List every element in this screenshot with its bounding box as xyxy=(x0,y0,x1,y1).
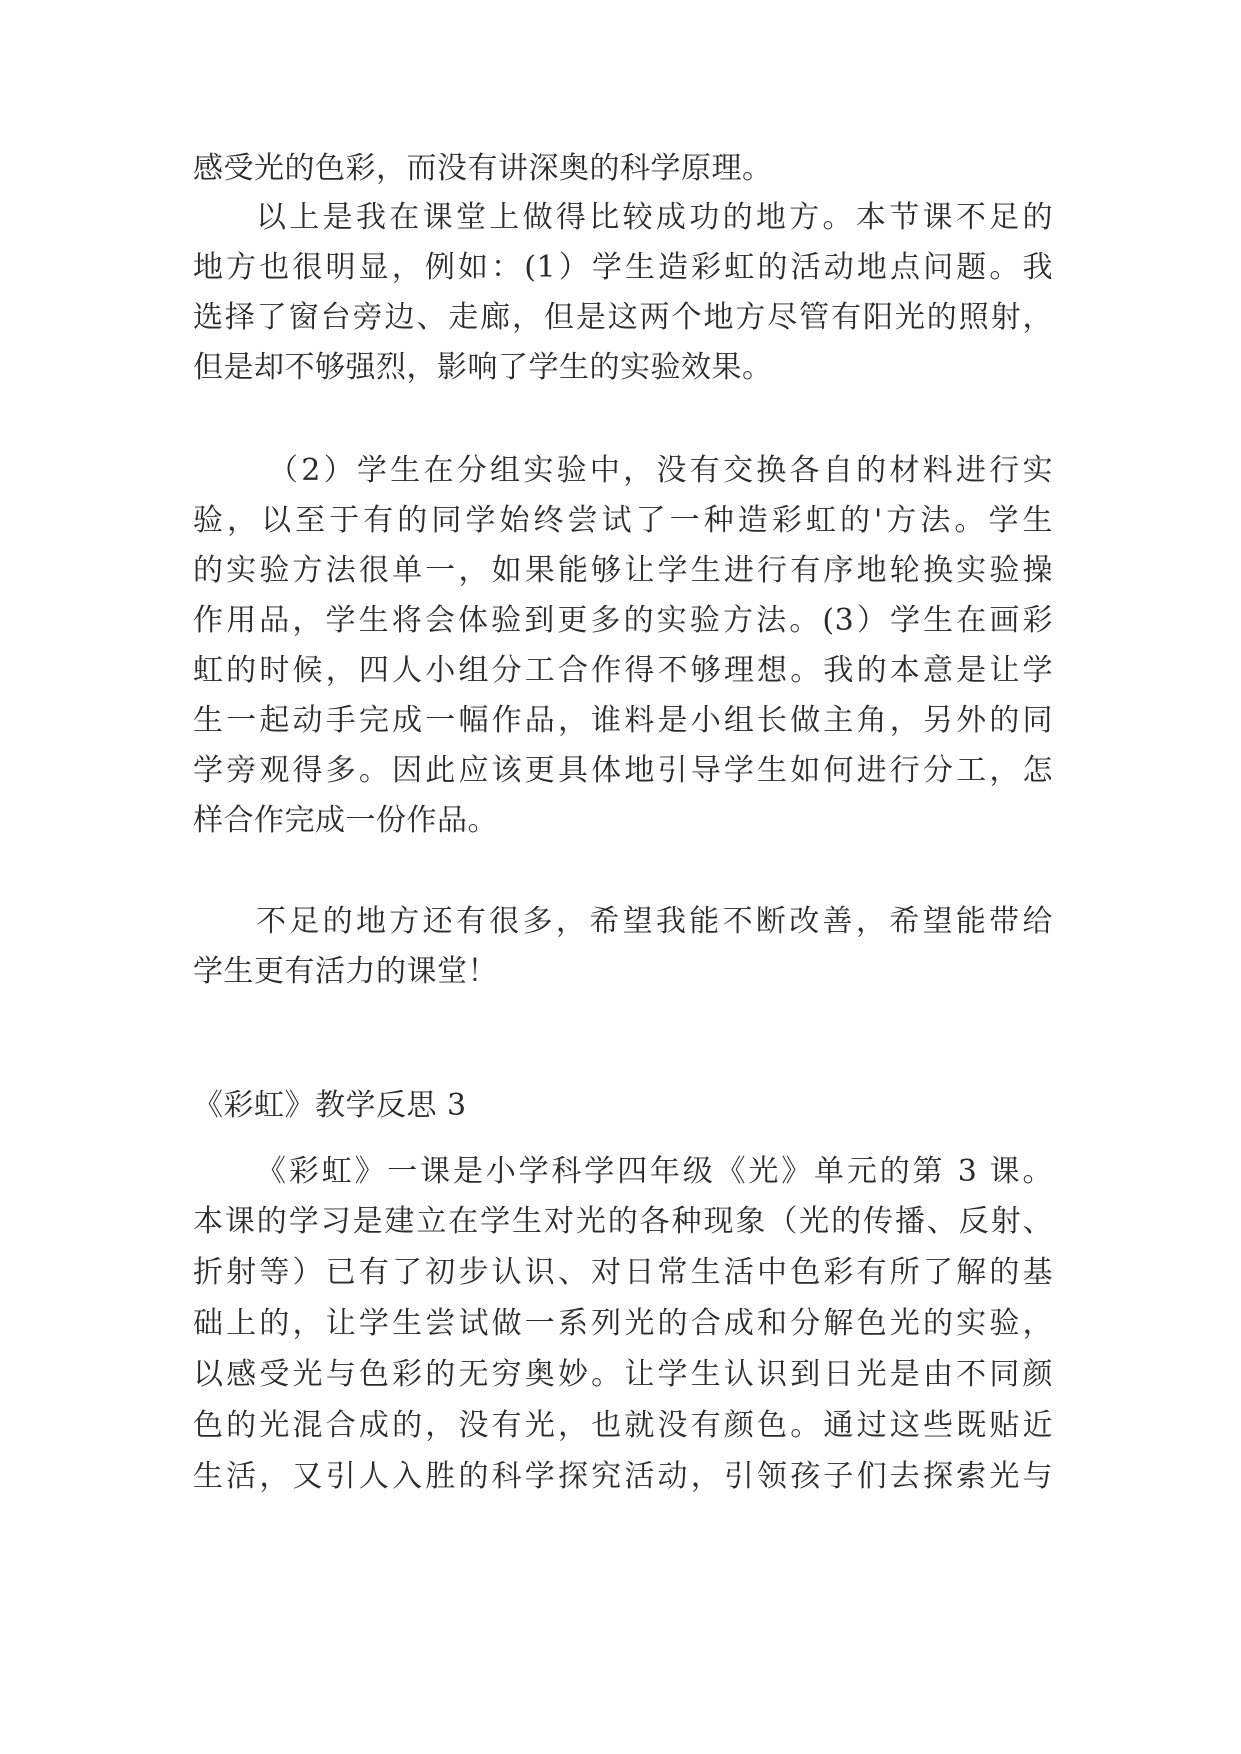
text-line: 色的光混合成的，没有光，也就没有颜色。通过这些既贴近 xyxy=(193,1408,1053,1443)
text-line: 地方也很明显，例如：(1）学生造彩虹的活动地点问题。我 xyxy=(193,250,1053,285)
text-line: （2）学生在分组实验中，没有交换各自的材料进行实 xyxy=(268,453,1053,488)
text-line: 生活，又引人入胜的科学探究活动，引领孩子们去探索光与 xyxy=(193,1459,1053,1494)
text-line: 但是却不够强烈，影响了学生的实验效果。 xyxy=(193,350,773,385)
text-line: 验，以至于有的同学始终尝试了一种造彩虹的'方法。学生 xyxy=(193,503,1053,538)
section-heading: 《彩虹》教学反思 3 xyxy=(193,1088,467,1123)
text-line: 虹的时候，四人小组分工合作得不够理想。我的本意是让学 xyxy=(193,653,1053,688)
text-line: 础上的，让学生尝试做一系列光的合成和分解色光的实验， xyxy=(193,1306,1053,1341)
text-line: 以感受光与色彩的无穷奥妙。让学生认识到日光是由不同颜 xyxy=(193,1357,1053,1392)
text-line: 的实验方法很单一，如果能够让学生进行有序地轮换实验操 xyxy=(193,553,1053,588)
text-line: 本课的学习是建立在学生对光的各种现象（光的传播、反射、 xyxy=(193,1204,1053,1239)
text-line: 学生更有活力的课堂！ xyxy=(193,954,498,989)
text-line: 作用品，学生将会体验到更多的实验方法。(3）学生在画彩 xyxy=(193,603,1053,638)
text-line: 不足的地方还有很多，希望我能不断改善，希望能带给 xyxy=(256,904,1053,939)
text-line: 《彩虹》一课是小学科学四年级《光》单元的第 3 课。 xyxy=(256,1154,1053,1189)
text-line: 感受光的色彩，而没有讲深奥的科学原理。 xyxy=(193,151,773,186)
text-line: 生一起动手完成一幅作品，谁料是小组长做主角，另外的同 xyxy=(193,703,1053,738)
text-line: 选择了窗台旁边、走廊，但是这两个地方尽管有阳光的照射， xyxy=(193,300,1053,335)
text-line: 学旁观得多。因此应该更具体地引导学生如何进行分工，怎 xyxy=(193,753,1053,788)
text-line: 折射等）已有了初步认识、对日常生活中色彩有所了解的基 xyxy=(193,1255,1053,1290)
text-line: 以上是我在课堂上做得比较成功的地方。本节课不足的 xyxy=(256,200,1053,235)
text-line: 样合作完成一份作品。 xyxy=(193,803,498,838)
